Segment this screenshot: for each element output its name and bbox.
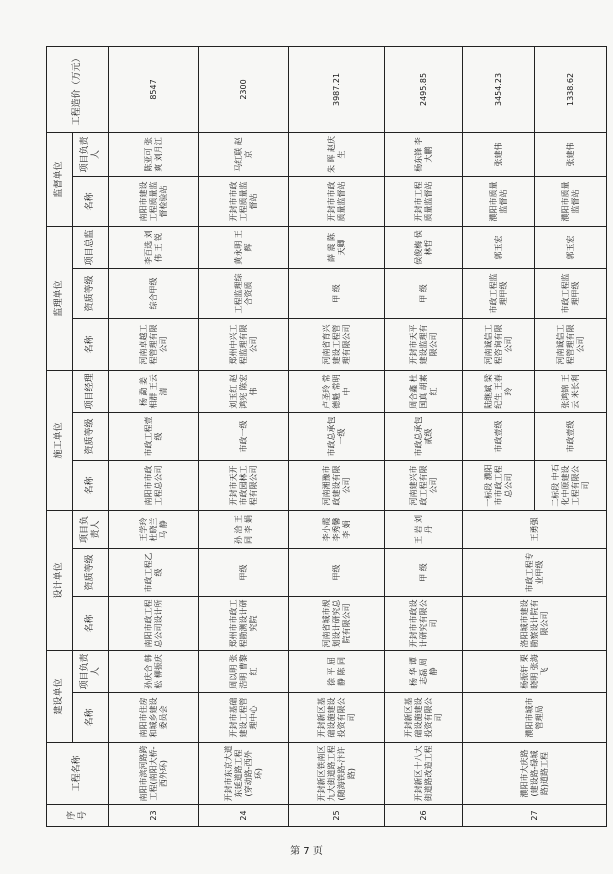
row-builder-manager: 张鸿锦 王 云 米长利 xyxy=(535,370,607,412)
row-design-qual: 市政工程专业甲级 xyxy=(463,548,607,596)
row-design-manager: 王学玲 杜晓兰 马 静 xyxy=(109,510,199,548)
row-project-name: 开封新区铁南区九大街道路工程(随海铁路-汴许路) xyxy=(289,743,385,805)
row-construction-name: 开封新区基础设施建设投资有限公司 xyxy=(385,693,463,743)
row-supervision-chief: 李百选 刘 伟 王 锐 xyxy=(109,226,199,268)
project-table-rotated xyxy=(46,47,606,827)
row-index: 26 xyxy=(385,805,463,827)
row-construction-name: 开封市基础建设工程管理中心 xyxy=(199,693,289,743)
row-design-name: 洛阳城市建设勘察设计院有限公司 xyxy=(463,596,607,650)
header-construction-unit: 建设单位 xyxy=(47,650,73,742)
row-monitoring-name: 濮阳市质量监督站 xyxy=(535,176,607,226)
row-supervision-qual: 甲 级 xyxy=(289,268,385,318)
row-builder-manager: 卢圣玲 常德魁 常明中 xyxy=(289,370,385,412)
row-monitoring-manager: 陈亚可 张 爽 刘月江 xyxy=(109,132,199,176)
row-builder-qual: 市政壹级 xyxy=(463,412,535,460)
header-builder-qual: 资质等级 xyxy=(73,412,109,460)
header-construction-manager: 项目负责人 xyxy=(73,650,109,692)
row-design-name: 郑州市市政工程勘测设计研究院 xyxy=(199,596,289,650)
row-supervision-chief: 郭玉宏 xyxy=(463,226,535,268)
row-supervision-name: 河南省育兴建设工程管理有限公司 xyxy=(289,318,385,370)
row-builder-qual: 市政总承包一级 xyxy=(289,412,385,460)
row-monitoring-name: 濮阳市质量监督站 xyxy=(463,176,535,226)
row-index: 24 xyxy=(199,805,289,827)
header-builder-unit: 施工单位 xyxy=(47,370,73,510)
header-design-unit: 设计单位 xyxy=(47,510,73,650)
header-design-qual: 资质等级 xyxy=(73,548,109,596)
row-cost: 2300 xyxy=(199,46,289,132)
header-index: 序号 xyxy=(47,805,109,827)
row-cost: 8547 xyxy=(109,46,199,132)
table-row xyxy=(109,46,199,826)
row-monitoring-manager: 朱 晖 赵庆生 xyxy=(289,132,385,176)
row-supervision-name: 郑州中兴工程监理有限公司 xyxy=(199,318,289,370)
project-table xyxy=(46,46,607,827)
row-builder-qual: 市政壹级 xyxy=(535,412,607,460)
row-construction-manager: 孙庆合 韩 松 柳振庆 xyxy=(109,650,199,692)
row-supervision-chief: 郭玉宏 xyxy=(535,226,607,268)
row-design-manager: 孙 洽 王 同 李 娟 xyxy=(199,510,289,548)
header-supervision-chief: 项目总监 xyxy=(73,226,109,268)
header-monitoring-name: 名称 xyxy=(73,176,109,226)
row-builder-qual: 市政一级 xyxy=(199,412,289,460)
row-design-qual: 甲 级 xyxy=(385,548,463,596)
row-design-qual: 甲级 xyxy=(289,548,385,596)
row-builder-name: 开封市天开市政园林工程有限公司 xyxy=(199,460,289,510)
row-index: 23 xyxy=(109,805,199,827)
row-supervision-chief: 黄永明 王 辉 xyxy=(199,226,289,268)
row-index: 25 xyxy=(289,805,385,827)
page-number: 第 7 页 xyxy=(290,846,323,857)
row-cost: 3987.21 xyxy=(289,46,385,132)
row-builder-manager: 陆继斌 梁纪生 王春玲 xyxy=(463,370,535,412)
row-cost: 2495.85 xyxy=(385,46,463,132)
row-builder-name: 二标段 中石化中原建设工程有限公司 xyxy=(535,460,607,510)
row-builder-name: 河南湘豫市政建设有限公司 xyxy=(289,460,385,510)
row-supervision-qual: 工程监理综合资质 xyxy=(199,268,289,318)
row-supervision-name: 河南卓越工程管理有限公司 xyxy=(109,318,199,370)
header-builder-name: 名称 xyxy=(73,460,109,510)
row-supervision-name: 河南诚信工程咨询有限公司 xyxy=(463,318,535,370)
table-row xyxy=(289,46,385,826)
header-project-name: 工程名称 xyxy=(47,743,109,805)
table-row xyxy=(199,46,289,826)
row-monitoring-manager: 张建伟 xyxy=(535,132,607,176)
header-supervision-unit: 监理单位 xyxy=(47,226,73,370)
row-builder-name: 南阳市市政工程总公司 xyxy=(109,460,199,510)
row-supervision-chief: 薛 震 陈天卿 xyxy=(289,226,385,268)
header-design-manager: 项目负责人 xyxy=(73,510,109,548)
row-project-name: 开封市东京大道东延道路工程(穿动路-西外环) xyxy=(199,743,289,805)
row-builder-manager: 杨 勐 姜相群 王云清 xyxy=(109,370,199,412)
row-construction-name: 南阳市住房和城乡建设委员会 xyxy=(109,693,199,743)
row-monitoring-name: 开封市市政质量监督站 xyxy=(289,176,385,226)
row-construction-name: 濮阳市城市管理局 xyxy=(463,693,607,743)
row-project-name: 开封新区十八大街道路改造工程 xyxy=(385,743,463,805)
row-supervision-chief: 侯俊梅 侯林哲 xyxy=(385,226,463,268)
row-monitoring-name: 开封市工程质量监督站 xyxy=(385,176,463,226)
row-design-manager: 王勇强 xyxy=(463,510,607,548)
row-construction-manager: 杨振轩 栗晓明 张海飞 xyxy=(463,650,607,692)
row-supervision-qual: 市政工程监理甲级 xyxy=(535,268,607,318)
row-project-name: 南阳市滨河路跨工程(南阳大桥-西外环) xyxy=(109,743,199,805)
row-construction-manager: 杨 华 谭志磊 周 静 xyxy=(385,650,463,692)
row-monitoring-name: 开封市市政工程质量监督站 xyxy=(199,176,289,226)
row-builder-qual: 市政工程壹级 xyxy=(109,412,199,460)
row-cost: 1338.62 xyxy=(535,46,607,132)
row-monitoring-name: 南阳市建设工程质量监督检验站 xyxy=(109,176,199,226)
row-supervision-qual: 综合甲级 xyxy=(109,268,199,318)
row-supervision-qual: 甲 级 xyxy=(385,268,463,318)
row-design-qual: 市政工程乙级 xyxy=(109,548,199,596)
row-monitoring-manager: 杨东锋 李大鹏 xyxy=(385,132,463,176)
row-index: 27 xyxy=(463,805,607,827)
row-builder-qual: 市政总承包贰级 xyxy=(385,412,463,460)
row-supervision-qual: 市政工程监理甲级 xyxy=(463,268,535,318)
row-builder-name: 河南建兴市政工程有限公司 xyxy=(385,460,463,510)
row-builder-manager: 刘玉红 赵鸿宪 陈宏伟 xyxy=(199,370,289,412)
row-builder-manager: 周合鑫 杜国真 胡素红 xyxy=(385,370,463,412)
table-row xyxy=(463,46,535,826)
row-design-manager: 王 岩 刘 丹 xyxy=(385,510,463,548)
row-monitoring-manager: 马红联 赵 京 xyxy=(199,132,289,176)
row-design-name: 南阳市政工程总公司设计所 xyxy=(109,596,199,650)
row-project-name: 濮阳市大庆路(建设路-绿城路)道路工程 xyxy=(463,743,607,805)
row-design-name: 河南省城市规划设计研究总院有限公司 xyxy=(289,596,385,650)
header-cost: 工程造价（万元） xyxy=(47,46,109,132)
row-construction-manager: 徐 平 屈 静 陈 同 xyxy=(289,650,385,692)
header-monitoring-manager: 项目负责人 xyxy=(73,132,109,176)
table-row xyxy=(385,46,463,826)
row-construction-manager: 周以明 张浩明 曹黎红 xyxy=(199,650,289,692)
row-monitoring-manager: 张建伟 xyxy=(463,132,535,176)
row-design-name: 开封市市政设计研究有限公司 xyxy=(385,596,463,650)
row-cost: 3454.23 xyxy=(463,46,535,132)
row-supervision-name: 开封市天平建设监理有限公司 xyxy=(385,318,463,370)
row-builder-name: 一标段 濮阳市市政工程总公司 xyxy=(463,460,535,510)
header-design-name: 名称 xyxy=(73,596,109,650)
header-monitoring-unit: 监督单位 xyxy=(47,132,73,226)
header-supervision-qual: 资质等级 xyxy=(73,268,109,318)
header-supervision-name: 名称 xyxy=(73,318,109,370)
row-construction-name: 开封新区基础设施建设投资有限公司 xyxy=(289,693,385,743)
row-design-manager: 李小霞 李秀馨 李 娟 xyxy=(289,510,385,548)
header-builder-manager: 项目经理 xyxy=(73,370,109,412)
header-construction-name: 名称 xyxy=(73,693,109,743)
row-supervision-name: 河南诚信工程管理有限公司 xyxy=(535,318,607,370)
row-design-qual: 甲级 xyxy=(199,548,289,596)
